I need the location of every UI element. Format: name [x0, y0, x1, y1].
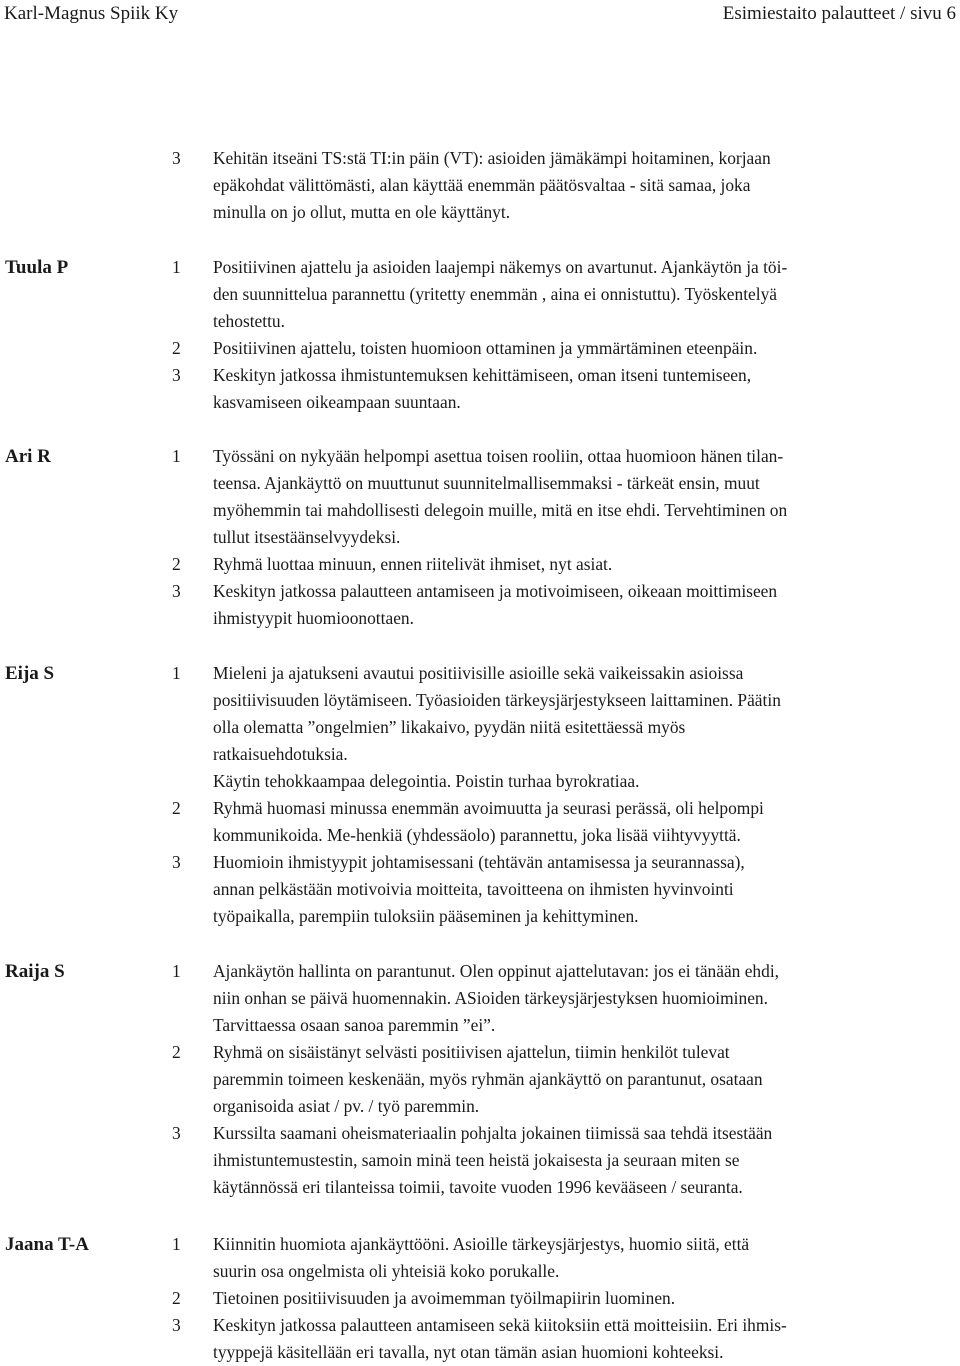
feedback-entry [0, 849, 960, 930]
feedback-entry [0, 1285, 960, 1312]
entry-text: Positiivinen ajattelu, toisten huomioon ottaminen ja ymmärtäminen eteenpäin. [213, 338, 758, 358]
feedback-entry [0, 335, 960, 362]
feedback-entry [0, 362, 960, 416]
company-name: Karl-Magnus Spiik Ky [4, 3, 179, 24]
entry-text: Keskityn jatkossa palautteen antamiseen sekä kiitoksiin että moitteisiin. Eri ihmis- tyyppejä käsitellään eri tavalla, nyt otan tämän asian huomioni kohteeksi. [213, 1315, 787, 1362]
entry-number: 3 [172, 852, 181, 872]
feedback-entry [0, 958, 960, 1039]
entry-text: Positiivinen ajattelu ja asioiden laajempi näkemys on avartunut. Ajankäytön ja töi- den suunnittelua parannettu (yritetty enemmän , aina ei onnistuttu). Työskentelyä tehostettu. [213, 257, 788, 331]
entry-number: 2 [172, 1288, 181, 1308]
person-block-raija-s [0, 958, 960, 1201]
feedback-entry [0, 795, 960, 849]
person-block-tuula-p [0, 254, 960, 416]
entry-text: Kurssilta saamani oheismateriaalin pohjalta jokainen tiimissä saa tehdä itsestään ihmistuntemustestin, samoin minä teen heistä jokaisesta ja seuraan miten se käytännössä eri tilanteissa toimii, tavoite vuoden 1996 kevääseen / seuranta. [213, 1123, 773, 1197]
person-block-eija-s [0, 660, 960, 930]
entry-text: Kiinnitin huomiota ajankäyttööni. Asioille tärkeysjärjestys, huomio siitä, että suurin osa ongelmista oli yhteisiä koko porukalle. [213, 1234, 750, 1281]
entry-text: Ryhmä huomasi minussa enemmän avoimuutta ja seurasi perässä, oli helpompi kommunikoida. Me-henkiä (yhdessäolo) parannettu, joka lisää viihtyvyyttä. [213, 798, 764, 845]
entry-number: 3 [172, 148, 181, 168]
person-name: Eija S [5, 663, 55, 684]
feedback-entry [0, 551, 960, 578]
person-name: Tuula P [5, 257, 69, 278]
feedback-entry [0, 443, 960, 551]
entry-text: Mieleni ja ajatukseni avautui positiivisille asioille sekä vaikeissakin asioissa positiivisuuden löytämiseen. Työasioiden tärkeysjärjestykseen laittaminen. Päätin olla olematta ”ongelmien” likakaivo, pyydän niitä esitettäessä myös ratkaisuehdotuksia. Käytin tehokkaampaa delegointia. Poistin turhaa byrokratiaa. [213, 663, 781, 791]
entry-number: 2 [172, 798, 181, 818]
entry-number: 1 [172, 257, 181, 277]
feedback-entry [0, 1312, 960, 1366]
entry-text: Huomioin ihmistyypit johtamisessani (tehtävän antamisessa ja seurannassa), annan pelkästään motivoivia moitteita, tavoitteena on ihmisten hyvinvointi työpaikalla, parempiin tuloksiin pääseminen ja kehittyminen. [213, 852, 745, 926]
feedback-entry [0, 660, 960, 795]
person-block-continuation [0, 145, 960, 226]
entry-number: 2 [172, 1042, 181, 1062]
entry-number: 3 [172, 1123, 181, 1143]
entry-number: 3 [172, 581, 181, 601]
person-block-jaana-t-a [0, 1231, 960, 1366]
entry-number: 2 [172, 338, 181, 358]
feedback-entry [0, 145, 960, 226]
person-block-ari-r [0, 443, 960, 632]
feedback-entry [0, 1120, 960, 1201]
entry-number: 1 [172, 663, 181, 683]
entry-number: 3 [172, 1315, 181, 1335]
entry-number: 1 [172, 446, 181, 466]
entry-text: Työssäni on nykyään helpompi asettua toisen rooliin, ottaa huomioon hänen tilan- teensa. Ajankäyttö on muuttunut suunnitelmallisemmaksi - tärkeät ensin, muut myöhemmin tai mahdollisesti delegoin muille, mitä en itse ehdi. Tervehtiminen on tullut itsestäänselvyydeksi. [213, 446, 788, 547]
entry-text: Ryhmä luottaa minuun, ennen riitelivät ihmiset, nyt asiat. [213, 554, 613, 574]
feedback-entry [0, 1039, 960, 1120]
entry-number: 3 [172, 365, 181, 385]
person-name: Ari R [5, 446, 51, 467]
entry-text: Ryhmä on sisäistänyt selvästi positiivisen ajattelun, tiimin henkilöt tulevat paremmin toimeen keskenään, myös ryhmän ajankäyttö on parantunut, osataan organisoida asiat / pv. / työ paremmin. [213, 1042, 763, 1116]
feedback-entry [0, 1231, 960, 1285]
person-name: Raija S [5, 961, 65, 982]
entry-text: Keskityn jatkossa palautteen antamiseen ja motivoimiseen, oikeaan moittimiseen ihmistyypit huomioonottaen. [213, 581, 778, 628]
person-name: Jaana T-A [5, 1234, 89, 1255]
feedback-entry [0, 254, 960, 335]
page-label: Esimiestaito palautteet / sivu 6 [722, 3, 956, 24]
entry-text: Keskityn jatkossa ihmistuntemuksen kehittämiseen, oman itseni tuntemiseen, kasvamiseen oikeampaan suuntaan. [213, 365, 752, 412]
entry-number: 1 [172, 1234, 181, 1254]
entry-text: Tietoinen positiivisuuden ja avoimemman työilmapiirin luominen. [213, 1288, 676, 1308]
page-header [0, 0, 960, 30]
entry-text: Kehitän itseäni TS:stä TI:in päin (VT): asioiden jämäkämpi hoitaminen, korjaan epäkohdat välittömästi, alan käyttää enemmän päätösvaltaa - sitä samaa, joka minulla on jo ollut, mutta en ole käyttänyt. [213, 148, 771, 222]
entry-number: 1 [172, 961, 181, 981]
entry-number: 2 [172, 554, 181, 574]
entry-text: Ajankäytön hallinta on parantunut. Olen oppinut ajattelutavan: jos ei tänään ehdi, niin onhan se päivä huomennakin. ASioiden tärkeysjärjestyksen huomioiminen. Tarvittaessa osaan sanoa paremmin ”ei”. [213, 961, 780, 1035]
feedback-entry [0, 578, 960, 632]
